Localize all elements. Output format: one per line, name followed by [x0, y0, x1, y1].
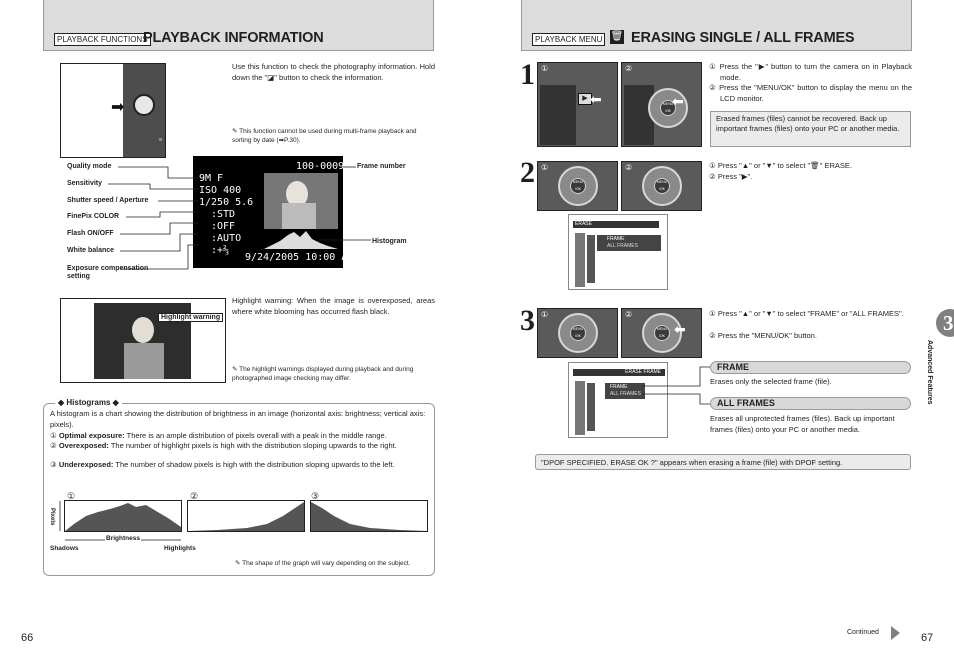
label-sensitivity: Sensitivity [67, 180, 103, 187]
label-histogram: Histogram [372, 238, 407, 245]
menu-all-option-2: ALL FRAMES [610, 391, 641, 397]
histogram-optimal [64, 500, 182, 532]
step1-camera-image-2: MENU /OK ⬅ [621, 62, 702, 147]
section-tag: PLAYBACK FUNCTIONS [54, 33, 151, 46]
highlight-text: Highlight warning: When the image is overexposed, areas where white blooming has occurred flash black. [232, 296, 435, 316]
label-frame-number: Frame number [357, 163, 406, 170]
playback-info-lcd: 9M F ISO 400 1/250 5.6 :STD :OFF :AUTO :+⅔ 100-0009 9/24/2005 10:00 AM [193, 156, 343, 268]
axis-pixels: Pixels [49, 508, 55, 526]
step-2-line-2: ② Press "▶". [709, 172, 753, 181]
chapter-label: Advanced Features [926, 340, 933, 405]
menu-title: ERASE [573, 221, 659, 228]
chapter-tab: 3 [936, 309, 954, 337]
histogram-overexposed [187, 500, 305, 532]
highlight-warning-callout: Highlight warning [158, 313, 223, 322]
step-3-line-1: ① Press "▲" or "▼" to select "FRAME" or "ALL FRAMES". [709, 309, 904, 318]
axis-shadows: Shadows [50, 545, 79, 552]
step1-num-a: ① [541, 64, 549, 73]
step-1-line-1: ① Press the "▶" button to turn the camera on in Playback mode. [709, 62, 912, 82]
label-finepix-color: FinePix COLOR [67, 213, 120, 220]
page-title-right: ERASING SINGLE / ALL FRAMES [631, 30, 855, 46]
arrow-icon: ⬅ [672, 93, 684, 109]
graph-num-1: ① [67, 491, 76, 501]
histogram-underexposed [310, 500, 428, 532]
step2-num-b: ② [625, 163, 633, 172]
histograms-heading: ◆ Histograms ◆ [55, 398, 122, 407]
histogram-item-2: ② Overexposed: The number of highlight pixels is high with the distribution sloping upwards to the right. [50, 441, 397, 450]
menu-all-option: ALL FRAMES [607, 243, 638, 249]
frame-number: 100-0009 [296, 161, 345, 172]
page-number-right: 67 [921, 632, 934, 644]
step3-num-a: ① [541, 310, 549, 319]
frame-text: Erases only the selected frame (file). [710, 377, 832, 386]
step1-num-b: ② [625, 64, 633, 73]
step2-camera-image-1: MENU /OK [537, 161, 618, 211]
all-frames-heading-bar: ALL FRAMES [710, 397, 911, 410]
label-white-balance: White balance [67, 247, 115, 254]
step2-camera-image-2: MENU /OK [621, 161, 702, 211]
step3-callout-lines [640, 360, 720, 410]
label-exposure-comp: Exposure compensation setting [67, 265, 149, 280]
step2-num-a: ① [541, 163, 549, 172]
frame-heading-bar: FRAME [710, 361, 911, 374]
step3-num-b: ② [625, 310, 633, 319]
continued-label: Continued [847, 629, 879, 636]
arrow-icon: ⬅ [674, 321, 686, 337]
histograms-note: ✎ The shape of the graph will vary depending on the subject. [235, 560, 411, 567]
intro-note: ✎ This function cannot be used during multi-frame playback and sorting by date (➡P.30). [232, 128, 417, 144]
step1-camera-image-1: ▶ ⬅ [537, 62, 618, 147]
menu-frame-option: FRAME [607, 236, 625, 242]
histogram-item-3: ③ Underexposed: The number of shadow pixels is high with the distribution sloping upwards to the left. [50, 460, 395, 469]
caution-box: Erased frames (files) cannot be recovered. Back up important frames (files) onto your PC or another media. [710, 111, 911, 147]
arrow-right-icon: ➡ [111, 99, 125, 116]
axis-brightness: Brightness [106, 535, 140, 542]
all-frames-text: Erases all unprotected frames (files). Back up important frames (files) onto your PC or another media. [710, 414, 895, 434]
label-shutter-aperture: Shutter speed / Aperture [67, 197, 149, 204]
intro-text: Use this function to check the photography information. Hold down the "◪" button to check the information. [232, 62, 435, 82]
erase-menu-screen [568, 214, 668, 290]
dpof-note-box: "DPOF SPECIFIED. ERASE OK ?" appears when erasing a frame (file) with DPOF setting. [535, 454, 911, 470]
note-icon: ✎ [232, 128, 240, 135]
step-3-line-2: ② Press the "MENU/OK" button. [709, 331, 817, 340]
step-1-line-2: ② Press the "MENU/OK" button to display the menu on the LCD monitor. [709, 83, 912, 103]
label-quality-mode: Quality mode [67, 163, 112, 170]
axis-highlights: Highlights [164, 545, 196, 552]
arrow-icon: ⬅ [590, 91, 602, 107]
trash-icon: 🗑 [610, 31, 624, 42]
step-3-number: 3 [520, 304, 535, 337]
section-tag-right: PLAYBACK MENU [532, 33, 605, 46]
histogram-item-1: ① Optimal exposure: There is an ample distribution of pixels overall with a peak in the middle range. [50, 431, 387, 440]
step3-camera-image-1: MENU /OK [537, 308, 618, 358]
continued-arrow-icon [891, 626, 900, 640]
step-1-number: 1 [520, 58, 535, 91]
menu-frame-option-2: FRAME [610, 384, 628, 390]
page-title: PLAYBACK INFORMATION [143, 30, 324, 46]
menu-title-erase-frame: ERASE FRAME [625, 369, 661, 375]
step-2-number: 2 [520, 156, 535, 189]
label-flash: Flash ON/OFF [67, 230, 114, 237]
histograms-intro: A histogram is a chart showing the distribution of brightness in an image (horizontal axis: brightness; vertical axis: pixels). [50, 409, 426, 429]
graph-num-3: ③ [311, 491, 320, 501]
graph-num-2: ② [190, 491, 199, 501]
highlight-warning-image [60, 298, 226, 383]
highlight-note: ✎ The highlight warnings displayed during playback and during photographed image checking may differ. [232, 366, 414, 382]
step3-camera-image-2: MENU /OK ⬅ [621, 308, 702, 358]
step-2-line-1: ① Press "▲" or "▼" to select "🗑" ERASE. [709, 161, 852, 170]
page-number-left: 66 [21, 632, 34, 644]
